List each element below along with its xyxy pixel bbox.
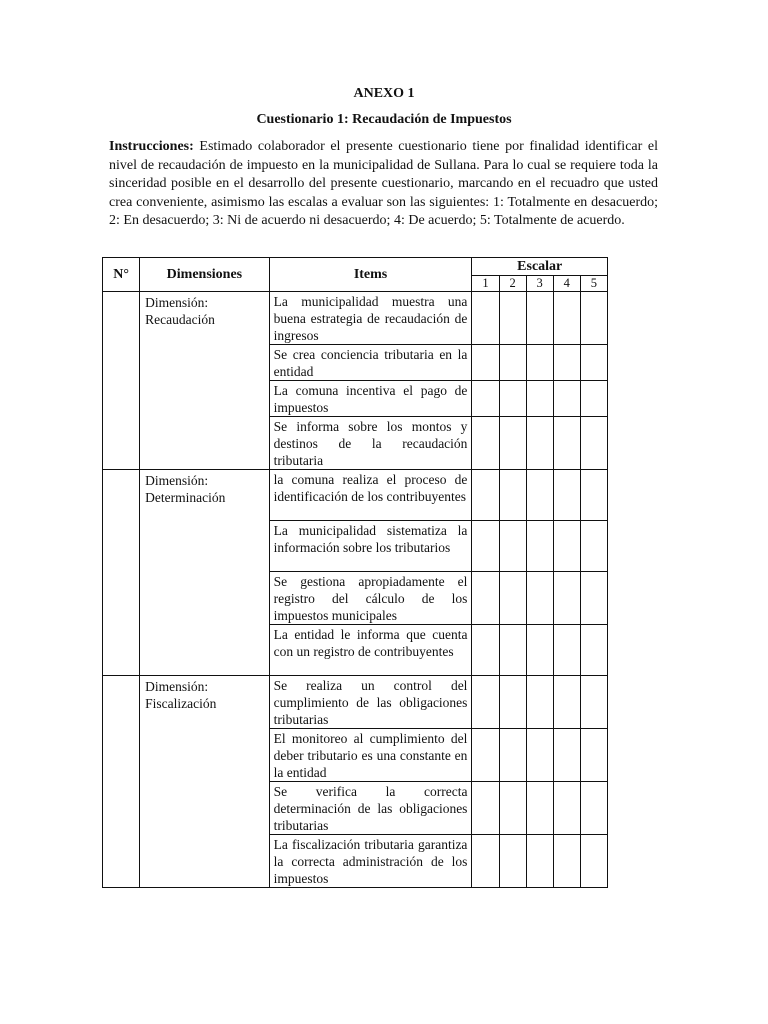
scale-answer-box-2[interactable] — [499, 470, 526, 521]
scale-answer-box-4[interactable] — [553, 470, 580, 521]
scale-answer-box-5[interactable] — [580, 572, 607, 625]
scale-answer-box-2[interactable] — [499, 417, 526, 470]
scale-answer-box-4[interactable] — [553, 625, 580, 676]
instructions-text: Estimado colaborador el presente cuestionario tiene por finalidad identificar el nivel de recaudación de impuesto en la municipalidad de Sullana. Para lo cual se requiere toda la sinceridad posible en el desarrollo del presente cuestionario, marcando en el recuadro que usted crea conveniente, asimismo las escalas a evaluar son las siguientes: 1: Totalmente en desacuerdo; 2: En desacuerdo; 3: Ni de acuerdo ni desacuerdo; 4: De acuerdo; 5: Totalmente de acuerdo. — [109, 139, 658, 229]
questionnaire-title: Cuestionario 1: Recaudación de Impuestos — [256, 112, 512, 127]
scale-answer-box-5[interactable] — [580, 521, 607, 572]
dimension-label: Dimensión: Recaudación — [140, 292, 270, 470]
item-text: La municipalidad sistematiza la información sobre los tributarios — [269, 521, 472, 572]
scale-answer-box-1[interactable] — [472, 381, 499, 417]
item-text: Se gestiona apropiadamente el registro del cálculo de los impuestos municipales — [269, 572, 472, 625]
scale-answer-box-1[interactable] — [472, 835, 499, 888]
scale-answer-box-2[interactable] — [499, 729, 526, 782]
header-scale: Escalar — [472, 258, 608, 276]
item-text: Se realiza un control del cumplimiento de las obligaciones tributarias — [269, 676, 472, 729]
scale-answer-box-1[interactable] — [472, 292, 499, 345]
scale-answer-box-1[interactable] — [472, 625, 499, 676]
scale-answer-box-3[interactable] — [526, 835, 553, 888]
dimension-label: Dimensión: Fiscalización — [140, 676, 270, 888]
scale-answer-box-4[interactable] — [553, 345, 580, 381]
item-text: la comuna realiza el proceso de identificación de los contribuyentes — [269, 470, 472, 521]
item-text: Se crea conciencia tributaria en la entidad — [269, 345, 472, 381]
item-text: Se verifica la correcta determinación de las obligaciones tributarias — [269, 782, 472, 835]
scale-answer-box-1[interactable] — [472, 417, 499, 470]
scale-answer-box-4[interactable] — [553, 782, 580, 835]
scale-answer-box-2[interactable] — [499, 572, 526, 625]
scale-answer-box-5[interactable] — [580, 417, 607, 470]
scale-5: 5 — [580, 276, 607, 292]
scale-answer-box-5[interactable] — [580, 676, 607, 729]
scale-answer-box-5[interactable] — [580, 381, 607, 417]
scale-answer-box-3[interactable] — [526, 676, 553, 729]
scale-answer-box-2[interactable] — [499, 381, 526, 417]
dimension-label: Dimensión: Determinación — [140, 470, 270, 676]
scale-answer-box-4[interactable] — [553, 729, 580, 782]
scale-answer-box-1[interactable] — [472, 729, 499, 782]
scale-answer-box-2[interactable] — [499, 521, 526, 572]
questionnaire-table — [102, 257, 608, 888]
item-text: Se informa sobre los montos y destinos de la recaudación tributaria — [269, 417, 472, 470]
scale-answer-box-3[interactable] — [526, 292, 553, 345]
scale-answer-box-1[interactable] — [472, 521, 499, 572]
annex-title: ANEXO 1 — [353, 86, 415, 101]
item-text: La municipalidad muestra una buena estrategia de recaudación de ingresos — [269, 292, 472, 345]
row-number-cell — [103, 676, 140, 888]
header-row — [103, 258, 608, 276]
scale-answer-box-1[interactable] — [472, 572, 499, 625]
scale-answer-box-3[interactable] — [526, 417, 553, 470]
scale-answer-box-3[interactable] — [526, 521, 553, 572]
scale-2: 2 — [499, 276, 526, 292]
scale-answer-box-2[interactable] — [499, 292, 526, 345]
scale-answer-box-5[interactable] — [580, 470, 607, 521]
item-text: La comuna incentiva el pago de impuestos — [269, 381, 472, 417]
scale-answer-box-1[interactable] — [472, 345, 499, 381]
header-number: N° — [103, 258, 140, 292]
table-row — [103, 292, 608, 345]
scale-answer-box-2[interactable] — [499, 345, 526, 381]
scale-answer-box-3[interactable] — [526, 345, 553, 381]
item-text: La entidad le informa que cuenta con un registro de contribuyentes — [269, 625, 472, 676]
scale-answer-box-5[interactable] — [580, 835, 607, 888]
scale-answer-box-1[interactable] — [472, 676, 499, 729]
scale-1: 1 — [472, 276, 499, 292]
scale-answer-box-4[interactable] — [553, 292, 580, 345]
instructions-paragraph — [109, 138, 658, 231]
table-row — [103, 676, 608, 729]
scale-answer-box-4[interactable] — [553, 572, 580, 625]
scale-answer-box-5[interactable] — [580, 782, 607, 835]
scale-answer-box-4[interactable] — [553, 676, 580, 729]
scale-answer-box-5[interactable] — [580, 625, 607, 676]
scale-answer-box-2[interactable] — [499, 782, 526, 835]
instructions-label: Instrucciones: — [109, 139, 194, 154]
scale-answer-box-3[interactable] — [526, 381, 553, 417]
scale-answer-box-4[interactable] — [553, 381, 580, 417]
row-number-cell — [103, 470, 140, 676]
scale-answer-box-3[interactable] — [526, 470, 553, 521]
scale-answer-box-5[interactable] — [580, 729, 607, 782]
scale-answer-box-5[interactable] — [580, 292, 607, 345]
item-text: La fiscalización tributaria garantiza la correcta administración de los impuestos — [269, 835, 472, 888]
item-text: El monitoreo al cumplimiento del deber tributario es una constante en la entidad — [269, 729, 472, 782]
scale-answer-box-2[interactable] — [499, 676, 526, 729]
scale-answer-box-2[interactable] — [499, 625, 526, 676]
scale-answer-box-4[interactable] — [553, 835, 580, 888]
scale-answer-box-4[interactable] — [553, 417, 580, 470]
scale-answer-box-3[interactable] — [526, 782, 553, 835]
scale-answer-box-3[interactable] — [526, 625, 553, 676]
scale-answer-box-3[interactable] — [526, 729, 553, 782]
header-items: Items — [269, 258, 472, 292]
header-dimensions: Dimensiones — [140, 258, 270, 292]
scale-answer-box-2[interactable] — [499, 835, 526, 888]
scale-answer-box-1[interactable] — [472, 470, 499, 521]
questionnaire-body — [103, 292, 608, 888]
table-row — [103, 470, 608, 521]
scale-answer-box-5[interactable] — [580, 345, 607, 381]
scale-3: 3 — [526, 276, 553, 292]
scale-answer-box-3[interactable] — [526, 572, 553, 625]
scale-answer-box-1[interactable] — [472, 782, 499, 835]
row-number-cell — [103, 292, 140, 470]
scale-answer-box-4[interactable] — [553, 521, 580, 572]
scale-4: 4 — [553, 276, 580, 292]
